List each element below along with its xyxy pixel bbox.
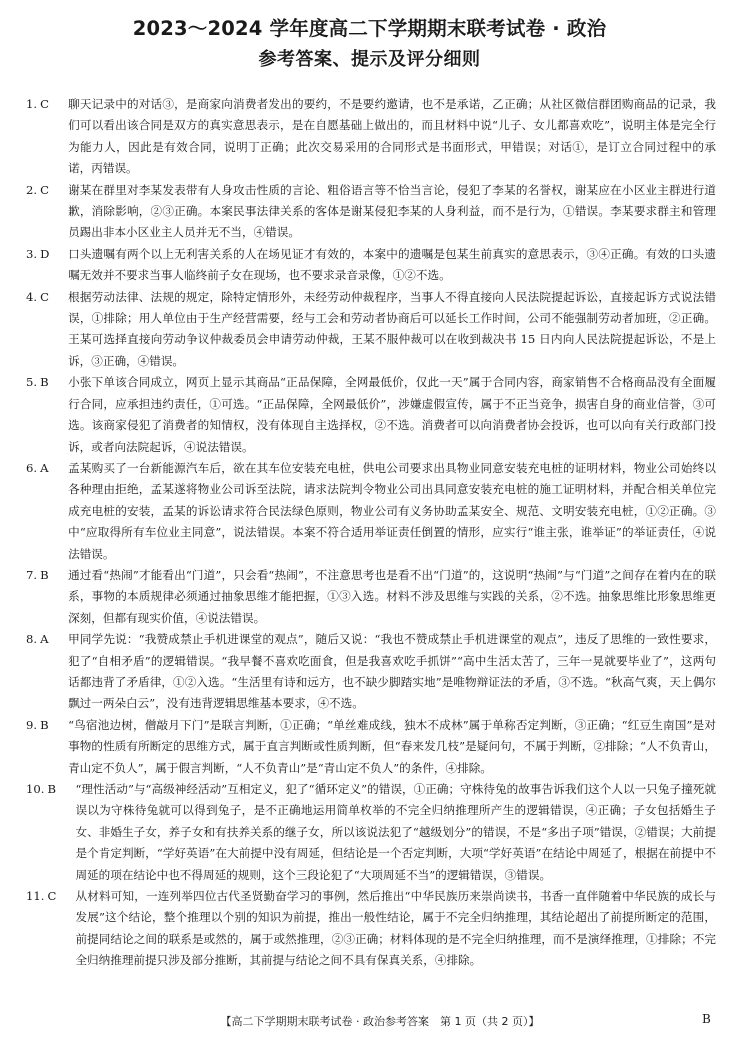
answer-head xyxy=(26,629,68,715)
answer-item xyxy=(26,715,716,779)
answer-letter: C xyxy=(40,289,49,304)
answer-item xyxy=(26,287,716,373)
answer-letter: A xyxy=(40,460,49,475)
answer-head xyxy=(26,886,75,972)
answer-head xyxy=(26,715,68,779)
answer-explanation: 从材料可知，一连列举四位古代圣贤勤奋学习的事例，然后推出“中华民族历来崇尚读书，书香一直伴随着中华民族的成长与发展”这个结论，整个推理以个别的知识为前提，推出一般性结论，属于不完全归纳推理，其结论超出了前提所断定的范围，前提同结论之间的联系是或然的，属于或然推理，②③正确；材料体现的是不完全归纳推理，而不是演绎推理，①排除；不完全归纳推理前提只涉及部分推断，其前提与结论之间不具有保真关系，④排除。 xyxy=(75,889,716,968)
question-number: 4. xyxy=(26,289,38,304)
answer-explanation: 通过看“热闹”才能看出“门道”，只会看“热闹”，不注意思考也是看不出“门道”的，这说明“热闹”与“门道”之间存在着内在的联系，事物的本质规律必须通过抽象思维才能把握，①③入选。材料不涉及思维与实践的关系，②不选。抽象思维比形象思维更深刻，但都有现实价值，④说法错误。 xyxy=(68,567,716,625)
answer-explanation: 谢某在群里对李某发表带有人身攻击性质的言论、粗俗语言等不恰当言论，侵犯了李某的名誉权，谢某应在小区业主群进行道歉，消除影响，②③正确。本案民事法律关系的客体是谢某侵犯李某的人身利益，而不是行为，①错误。李某要求群主和管理员踢出非本小区业主人员并无不当，④错误。 xyxy=(68,182,716,240)
answer-letter: B xyxy=(40,375,49,390)
answer-item xyxy=(26,629,716,715)
answer-head xyxy=(26,287,68,373)
question-number: 11. xyxy=(26,889,45,904)
answer-letter: B xyxy=(40,717,49,732)
answer-head xyxy=(26,244,68,287)
question-number: 8. xyxy=(26,632,38,647)
answer-item xyxy=(26,372,716,458)
answer-item xyxy=(26,244,716,287)
answer-explanation: 孟某购买了一台新能源汽车后，欲在其车位安装充电桩，供电公司要求出具物业同意安装充电桩的证明材料，物业公司始终以各种理由拒绝，孟某遂将物业公司诉至法院，请求法院判令物业公司出具同意安装充电桩的施工证明材料，并配合相关单位完成充电桩的安装，孟某的诉讼请求符合民法绿色原则，物业公司有义务协助孟某安全、规范、文明安装充电桩，①②正确。③中“应取得所有车位业主同意”，说法错误。本案不符合适用举证责任倒置的情形，应实行“谁主张，谁举证”的举证责任，④说法错误。 xyxy=(68,460,716,561)
page-title: 2023～2024 学年度高二下学期期末联考试卷 · 政治 xyxy=(132,17,607,40)
answer-item xyxy=(26,94,716,180)
answer-head xyxy=(26,372,68,458)
answer-letter: B xyxy=(40,567,49,582)
answer-head xyxy=(26,779,75,886)
answer-explanation: “鸟宿池边树，僧敲月下门”是联言判断，①正确；“单丝难成线，独木不成林”属于单称否定判断，③正确；“红豆生南国”是对事物的性质有所断定的思维方式，属于直言判断或性质判断，但“春来发几枝”是疑问句，不属于判断，②排除；“人不负青山，青山定不负人”，属于假言判断，“人不负青山”是“青山定不负人”的条件，④排除。 xyxy=(68,717,716,775)
answer-explanation: 小张下单该合同成立，网页上显示其商品“正品保障，全网最低价，仅此一天”属于合同内容，商家销售不合格商品没有全面履行合同，应承担违约责任，①可选。“正品保障，全网最低价”，涉嫌虚假宣传，属于不正当竞争，损害自身的商业信誉，③可选。该商家侵犯了消费者的知情权，没有体现自主选择权，②不选。消费者可以向消费者协会投诉，也可以向有关行政部门投诉，或者向法院起诉，④说法错误。 xyxy=(68,375,716,454)
answer-letter: C xyxy=(40,97,49,111)
question-number: 7. xyxy=(26,567,38,582)
answer-head xyxy=(26,565,68,629)
answer-explanation: 聊天记录中的对话③，是商家向消费者发出的要约，不是要约邀请，也不是承诺，乙正确；从社区微信群团购商品的记录，我们可以看出该合同是双方的真实意思表示，是在自愿基础上做出的，而且材料中说“儿子、女儿都喜欢吃”，说明主体是完全行为能力人，因此是有效合同，说明丁正确；此次交易采用的合同形式是书面形式，甲错误；对话①，是订立合同过程中的承诺，丙错误。 xyxy=(68,97,716,176)
answer-letter: C xyxy=(40,182,49,197)
answer-item xyxy=(26,458,716,565)
answer-explanation: 口头遗嘱有两个以上无利害关系的人在场见证才有效的，本案中的遗嘱是包某生前真实的意思表示，③④正确。有效的口头遗嘱无效并不要求当事人临终前子女在现场，也不要求录音录像，①②不选。 xyxy=(68,246,716,283)
page-footer: 【高二下学期期末联考试卷 · 政治参考答案 第 1 页（共 2 页）】 xyxy=(220,1015,540,1028)
answer-item xyxy=(26,565,716,629)
question-number: 5. xyxy=(26,375,38,390)
question-number: 9. xyxy=(26,717,38,732)
answer-head xyxy=(26,180,68,244)
question-number: 2. xyxy=(26,182,38,197)
answer-explanation: “理性活动”与“高级神经活动”互相定义，犯了“循环定义”的错误，①正确；守株待兔的故事告诉我们这个人以一只兔子撞死就误以为守株待兔就可以得到兔子，是不正确地运用简单枚举的不完全归纳推理所产生的逻辑错误，④正确；子女包括婚生子女、非婚生子女，养子女和有扶养关系的继子女，所以该说法犯了“越级划分”的错误，不是“多出子项”错误，②错误；大前提是个肯定判断，“学好英语”在大前提中没有周延，但结论是一个否定判断，大项“学好英语”在结论中周延了，根据在前提中不周延的项在结论中也不得周延的规则，这个三段论犯了“大项周延不当”的逻辑错误，③错误。 xyxy=(75,782,716,882)
answer-head xyxy=(26,94,68,180)
answer-explanation: 甲同学先说：“我赞成禁止手机进课堂的观点”，随后又说：“我也不赞成禁止手机进课堂的观点”，违反了思维的一致性要求，犯了“自相矛盾”的逻辑错误。“我早餐不喜欢吃面食，但是我喜欢吃手抓饼”“高中生活太苦了，三年一晃就要毕业了”，这两句话都违背了矛盾律，①②入选。“生活里有诗和远方，也不缺少脚踏实地”是唯物辩证法的矛盾，③不选。“秋高气爽，天上偶尔飘过一两朵白云”，没有违背逻辑思维基本要求，④不选。 xyxy=(68,632,716,711)
answer-explanation: 根据劳动法律、法规的规定，除特定情形外，未经劳动仲裁程序，当事人不得直接向人民法院提起诉讼，直接起诉方式说法错误，①排除；用人单位由于生产经营需要，经与工会和劳动者协商后可以延长工作时间，公司不能强制劳动者加班，②正确。王某可选择直接向劳动争议仲裁委员会申请劳动仲裁，王某不服仲裁可以在收到裁决书 15 日内向人民法院提起诉讼，不是上诉，③正确，④错误。 xyxy=(68,289,716,368)
answer-head xyxy=(26,458,68,565)
question-number: 3. xyxy=(26,246,38,261)
answer-list xyxy=(26,94,716,972)
page-subtitle: 参考答案、提示及评分细则 xyxy=(258,49,481,70)
question-number: 1. xyxy=(26,97,38,111)
version-mark: B xyxy=(702,1012,711,1026)
answer-item xyxy=(26,779,716,886)
question-number: 10. xyxy=(26,782,45,796)
question-number: 6. xyxy=(26,460,38,475)
answer-letter: C xyxy=(47,889,57,904)
answer-letter: D xyxy=(40,246,50,261)
answer-letter: A xyxy=(40,632,49,647)
answer-item xyxy=(26,886,716,972)
answer-letter: B xyxy=(47,782,56,796)
answer-item xyxy=(26,180,716,244)
